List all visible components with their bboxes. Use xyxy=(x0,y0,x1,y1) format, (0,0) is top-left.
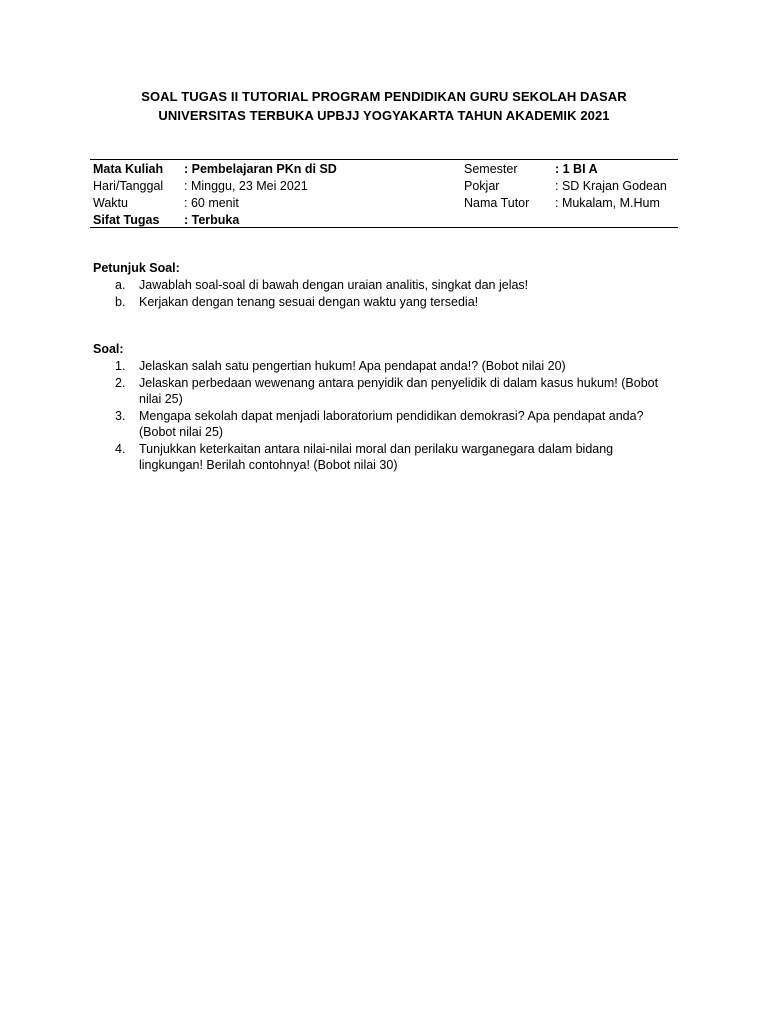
semester-value: : 1 BI A xyxy=(555,162,598,176)
soal-item xyxy=(93,441,673,474)
mata-kuliah-value: : Pembelajaran PKn di SD xyxy=(184,162,337,176)
document-title-line2: UNIVERSITAS TERBUKA UPBJJ YOGYAKARTA TAHUN AKADEMIK 2021 xyxy=(158,108,610,123)
hari-tanggal-value: : Minggu, 23 Mei 2021 xyxy=(184,179,308,193)
petunjuk-item-text: Kerjakan dengan tenang sesuai dengan waktu yang tersedia! xyxy=(139,294,479,309)
info-bottom-rule xyxy=(90,227,678,228)
soal-heading: Soal: xyxy=(93,342,124,356)
soal-item xyxy=(93,408,673,441)
course-info-table xyxy=(93,161,678,229)
soal-item xyxy=(93,375,673,408)
petunjuk-item xyxy=(93,277,673,294)
mata-kuliah-label: Mata Kuliah xyxy=(93,162,164,176)
soal-item-text: Jelaskan perbedaan wewenang antara penyidik dan penyelidik di dalam kasus hukum! (Bobot nilai 25) xyxy=(139,375,659,406)
nama-tutor-label: Nama Tutor xyxy=(464,196,530,210)
soal-list xyxy=(93,358,673,474)
waktu-value: : 60 menit xyxy=(184,196,239,210)
petunjuk-list xyxy=(93,277,673,310)
hari-tanggal-label: Hari/Tanggal xyxy=(93,179,164,193)
semester-label: Semester xyxy=(464,162,518,176)
petunjuk-item xyxy=(93,294,673,311)
list-marker: 2. xyxy=(115,375,126,390)
list-marker: 3. xyxy=(115,408,126,423)
list-marker: b. xyxy=(115,294,126,309)
petunjuk-item-text: Jawablah soal-soal di bawah dengan uraian analitis, singkat dan jelas! xyxy=(139,278,529,292)
sifat-tugas-value: : Terbuka xyxy=(184,213,240,227)
soal-item-text: Tunjukkan keterkaitan antara nilai-nilai moral dan perilaku warganegara dalam bidang lingkungan! Berilah contohnya! (Bobot nilai 30) xyxy=(139,441,614,472)
petunjuk-heading: Petunjuk Soal: xyxy=(93,261,180,275)
soal-item xyxy=(93,358,673,375)
nama-tutor-value: : Mukalam, M.Hum xyxy=(555,196,660,210)
list-marker: 1. xyxy=(115,359,126,373)
info-row-mata-kuliah xyxy=(93,161,678,178)
list-marker: a. xyxy=(115,278,126,292)
sifat-tugas-label: Sifat Tugas xyxy=(93,213,160,227)
pokjar-value: : SD Krajan Godean xyxy=(555,179,667,193)
pokjar-label: Pokjar xyxy=(464,179,500,193)
waktu-label: Waktu xyxy=(93,196,128,210)
soal-item-text: Mengapa sekolah dapat menjadi laboratorium pendidikan demokrasi? Apa pendapat anda? (Bobot nilai 25) xyxy=(139,408,644,439)
info-row-waktu xyxy=(93,195,678,212)
info-top-rule xyxy=(90,159,678,160)
soal-item-text: Jelaskan salah satu pengertian hukum! Apa pendapat anda!? (Bobot nilai 20) xyxy=(139,359,566,373)
info-row-hari-tanggal xyxy=(93,178,678,195)
list-marker: 4. xyxy=(115,441,126,456)
document-title-line1: SOAL TUGAS II TUTORIAL PROGRAM PENDIDIKAN GURU SEKOLAH DASAR xyxy=(141,89,627,104)
